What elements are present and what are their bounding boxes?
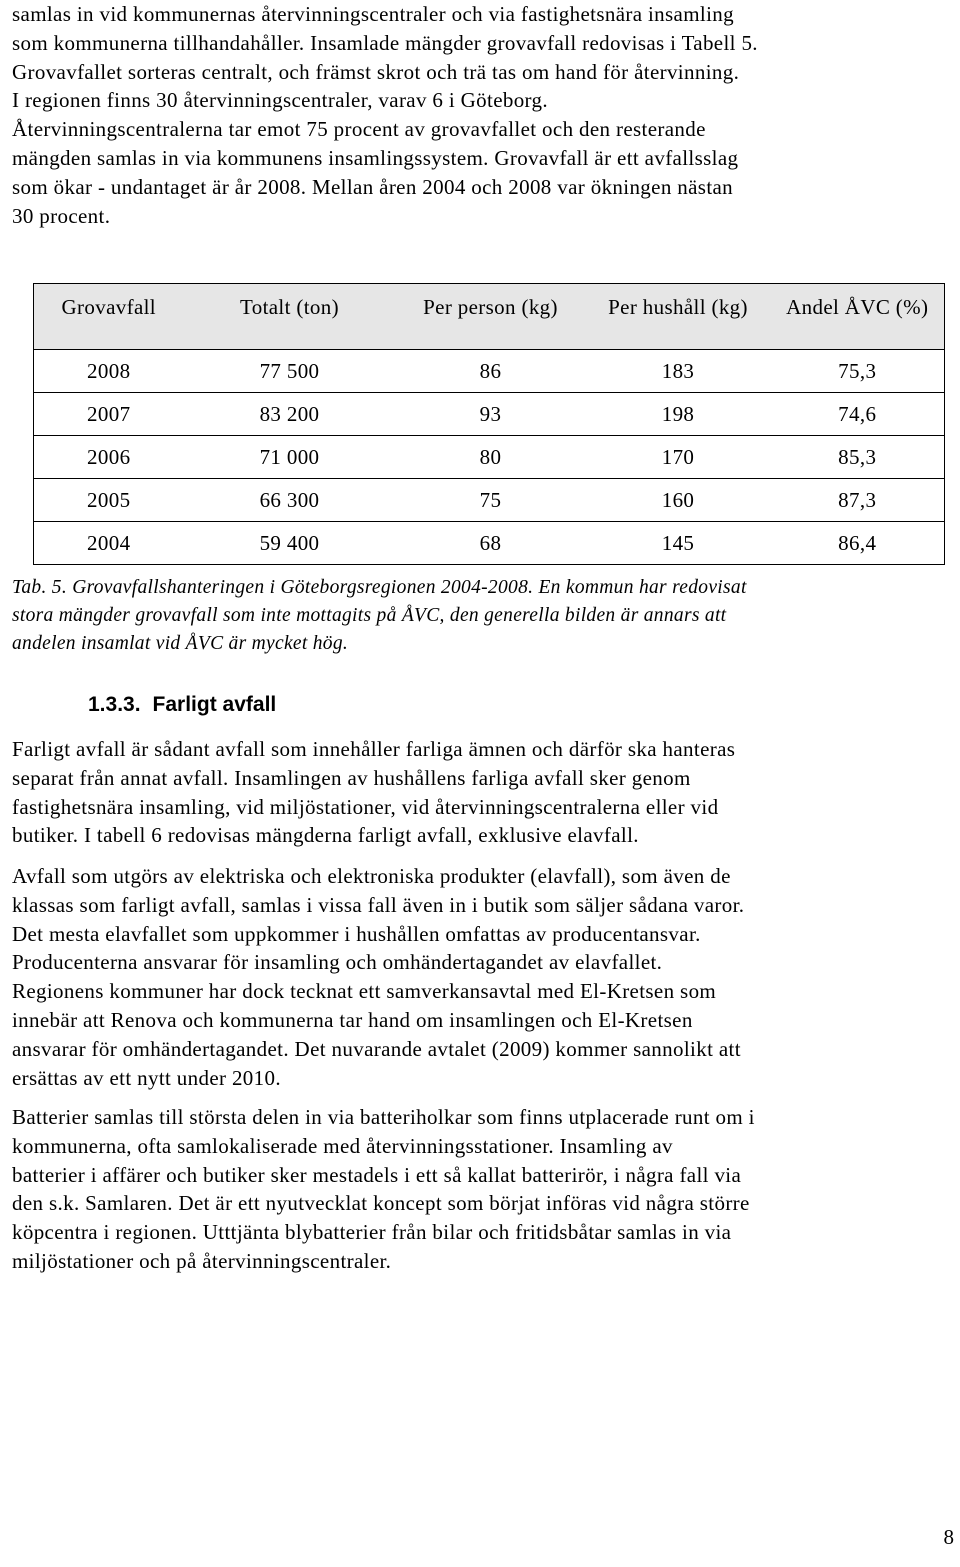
text-line: batterier i affärer och butiker sker mestadels i ett så kallat batterirör, i några fall via (12, 1162, 742, 1187)
grovavfall-table (33, 283, 945, 565)
table-cell: 77 500 (184, 350, 396, 393)
text-line: innebär att Renova och kommunerna tar hand om insamlingen och El-Kretsen (12, 1007, 693, 1032)
section-heading (88, 690, 276, 720)
column-header: Per person (kg) (396, 284, 586, 350)
text-line: miljöstationer och på återvinningscentraler. (12, 1248, 392, 1273)
text-line: mängden samlas in via kommunens insamlingssystem. Grovavfall är ett avfallsslag (12, 145, 739, 170)
column-header: Andel ÅVC (%) (771, 284, 945, 350)
caption-line: andelen insamlat vid ÅVC är mycket hög. (12, 633, 349, 654)
section-title: Farligt avfall (152, 693, 277, 716)
text-line: ansvarar för omhändertagandet. Det nuvarande avtalet (2009) kommer sannolikt att (12, 1036, 741, 1061)
table-row (34, 522, 945, 565)
caption-line: Tab. 5. Grovavfallshanteringen i Göteborgsregionen 2004-2008. En kommun har redovisat (12, 577, 747, 598)
text-line: som kommunerna tillhandahåller. Insamlade mängder grovavfall redovisas i Tabell 5. (12, 30, 758, 55)
text-line: Regionens kommuner har dock tecknat ett samverkansavtal med El-Kretsen som (12, 979, 717, 1004)
body-paragraph (12, 862, 948, 1092)
table-cell: 86 (396, 350, 586, 393)
text-line: fastighetsnära insamling, vid miljöstationer, vid återvinningscentralerna eller vid (12, 794, 719, 819)
table-cell: 183 (586, 350, 771, 393)
table-cell: 198 (586, 393, 771, 436)
table-cell: 71 000 (184, 436, 396, 479)
intro-paragraph (12, 0, 948, 230)
text-line: den s.k. Samlaren. Det är ett nyutvecklat koncept som börjat införas vid några större (12, 1191, 750, 1216)
body-paragraph (12, 735, 948, 850)
table-cell: 2007 (34, 393, 184, 436)
table-cell: 2004 (34, 522, 184, 565)
text-line: kommunerna, ofta samlokaliserade med återvinningsstationer. Insamling av (12, 1133, 673, 1158)
page-number: 8 (943, 1525, 954, 1549)
text-line: Grovavfallet sorteras centralt, och främst skrot och trä tas om hand för återvinning. (12, 59, 740, 84)
table-caption (12, 574, 957, 658)
section-number: 1.3.3. (88, 693, 141, 716)
column-header: Per hushåll (kg) (586, 284, 771, 350)
text-line: I regionen finns 30 återvinningscentraler, varav 6 i Göteborg. (12, 88, 548, 113)
table-cell: 59 400 (184, 522, 396, 565)
table-cell: 2006 (34, 436, 184, 479)
table-cell: 86,4 (771, 522, 945, 565)
body-paragraph (12, 1103, 948, 1276)
table-cell: 80 (396, 436, 586, 479)
table-cell: 66 300 (184, 479, 396, 522)
table-cell: 87,3 (771, 479, 945, 522)
text-line: samlas in vid kommunernas återvinningscentraler och via fastighetsnära insamling (12, 2, 734, 26)
table-cell: 160 (586, 479, 771, 522)
caption-line: stora mängder grovavfall som inte mottagits på ÅVC, den generella bilden är annars att (12, 605, 727, 626)
table-cell: 83 200 (184, 393, 396, 436)
text-line: Producenterna ansvarar för insamling och omhändertagandet av elavfallet. (12, 950, 663, 975)
column-header: Totalt (ton) (184, 284, 396, 350)
table-row (34, 393, 945, 436)
table-cell: 2008 (34, 350, 184, 393)
table-cell: 145 (586, 522, 771, 565)
text-line: Farligt avfall är sådant avfall som innehåller farliga ämnen och därför ska hanteras (12, 737, 736, 761)
text-line: Batterier samlas till största delen in via batteriholkar som finns utplacerade runt om i (12, 1105, 755, 1129)
text-line: klassas som farligt avfall, samlas i vissa fall även in i butik som säljer sådana varor. (12, 892, 745, 917)
text-line: Återvinningscentralerna tar emot 75 procent av grovavfallet och den resterande (12, 117, 706, 142)
table-cell: 170 (586, 436, 771, 479)
text-line: ersättas av ett nytt under 2010. (12, 1065, 281, 1090)
text-line: som ökar - undantaget är år 2008. Mellan åren 2004 och 2008 var ökningen nästan (12, 174, 734, 199)
text-line: 30 procent. (12, 203, 111, 228)
text-line: köpcentra i regionen. Utttjänta blybatterier från bilar och fritidsbåtar samlas in via (12, 1220, 732, 1245)
table-cell: 68 (396, 522, 586, 565)
text-line: separat från annat avfall. Insamlingen av hushållens farliga avfall sker genom (12, 765, 691, 790)
table-cell: 74,6 (771, 393, 945, 436)
table-row (34, 436, 945, 479)
text-line: Det mesta elavfallet som uppkommer i hushållen omfattas av producentansvar. (12, 921, 701, 946)
table-row (34, 350, 945, 393)
table-cell: 93 (396, 393, 586, 436)
text-line: Avfall som utgörs av elektriska och elektroniska produkter (elavfall), som även de (12, 864, 731, 888)
table-cell: 85,3 (771, 436, 945, 479)
table-cell: 75,3 (771, 350, 945, 393)
table-cell: 2005 (34, 479, 184, 522)
table-row (34, 479, 945, 522)
column-header: Grovavfall (34, 284, 184, 350)
text-line: butiker. I tabell 6 redovisas mängderna farligt avfall, exklusive elavfall. (12, 823, 639, 848)
table-header-row (34, 284, 945, 350)
table-cell: 75 (396, 479, 586, 522)
